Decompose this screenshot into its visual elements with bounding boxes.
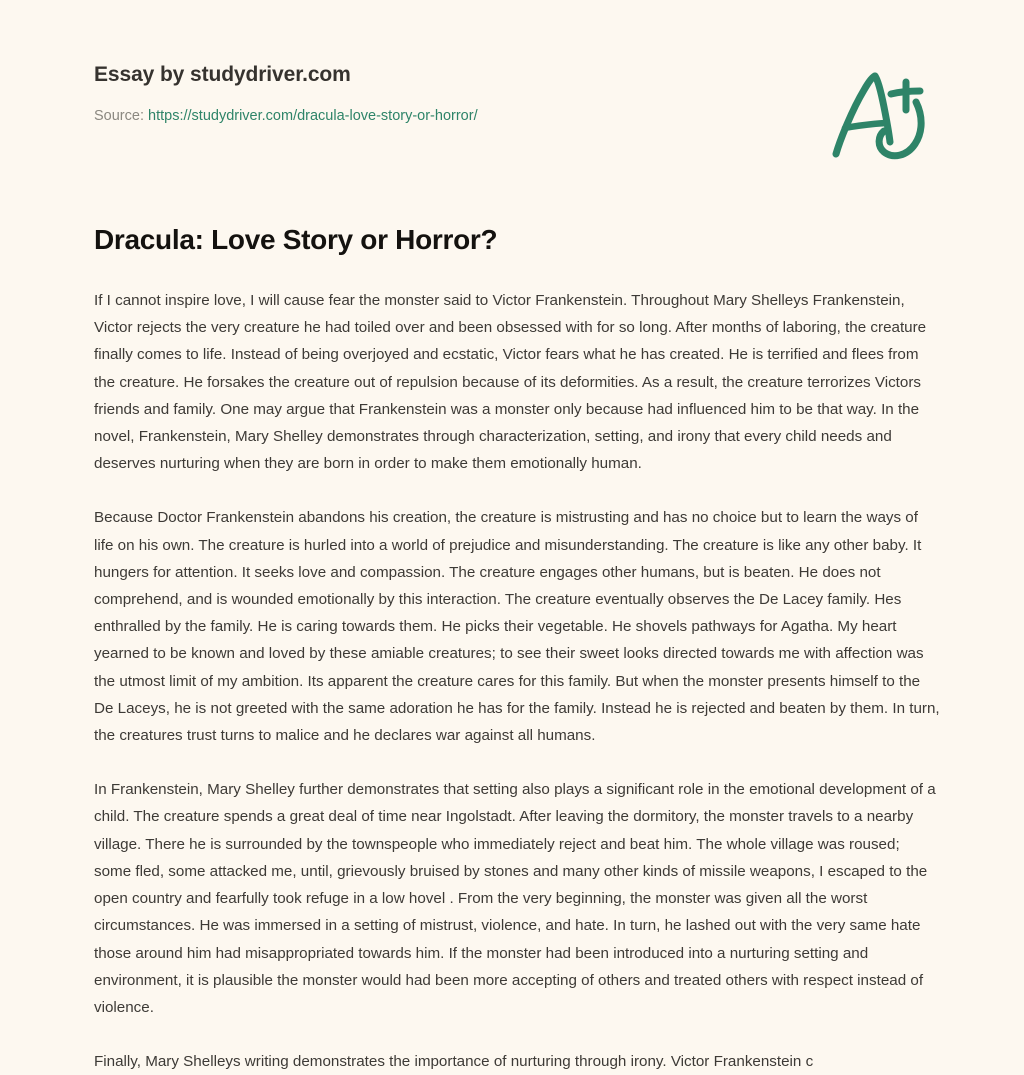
paragraph: Because Doctor Frankenstein abandons his creation, the creature is mistrusting and has no choice but to learn the ways of life on his own. The creature is hurled into a world of prejudice and misunderstanding. The creature is like any other baby. It hungers for attention. It seeks love and compassion. The creature engages other humans, but is beaten. He does not comprehend, and is wounded emotionally by this interaction. The creature eventually observes the De Lacey family. Hes enthralled by the family. He is caring towards them. He picks their vegetable. He shovels pathways for Agatha. My heart yearned to be known and loved by these amiable creatures; to see their sweet looks directed towards me with affection was the utmost limit of my ambition. Its apparent the creature cares for this family. But when the monster presents himself to the De Laceys, he is not greeted with the same adoration he has for the family. Instead he is rejected and beaten by them. In turn, the creatures trust turns to malice and he declares war against all humans. [94,509,940,745]
source-line [94,107,936,126]
paragraph: In Frankenstein, Mary Shelley further demonstrates that setting also plays a significant role in the emotional development of a child. The creature spends a great deal of time near Ingolstadt. After leaving the dormitory, the monster travels to a nearby village. There he is surrounded by the townspeople who immediately reject and beat him. The whole village was roused; some fled, some attacked me, until, grievously bruised by stones and many other kinds of missile weapons, I escaped to the open country and fearfully took refuge in a low hovel . From the very beginning, the monster was given all the worst circumstances. He was immersed in a setting of mistrust, violence, and hate. In turn, he lashed out with the very same hate those around him had misappropriated towards him. If the monster had been introduced into a nurturing setting and environment, it is plausible the monster would had been more accepting of others and treated others with respect instead of violence. [94,781,936,1016]
source-label: Source: [94,108,144,125]
article-body [94,287,940,1075]
page-header [94,0,936,126]
paragraph: Finally, Mary Shelleys writing demonstrates the importance of nurturing through irony. Victor Frankenstein c [94,1053,814,1071]
essay-byline: Essay by studydriver.com [94,63,351,86]
a-plus-logo-icon [822,58,942,170]
a-plus-logo [822,58,942,170]
page-title: Dracula: Love Story or Horror? [94,224,498,256]
paragraph: If I cannot inspire love, I will cause fear the monster said to Victor Frankenstein. Throughout Mary Shelleys Frankenstein, Victor rejects the very creature he had toiled over and been obsessed with for so long. After months of laboring, the creature finally comes to life. Instead of being overjoyed and ecstatic, Victor fears what he has created. He is terrified and flees from the creature. He forsakes the creature out of repulsion because of its deformities. As a result, the creature terrorizes Victors friends and family. One may argue that Frankenstein was a monster only because had influenced him to be that way. In the novel, Frankenstein, Mary Shelley demonstrates through characterization, setting, and irony that every child needs and deserves nurturing when they are born in order to make them emotionally human. [94,292,927,473]
source-url-link[interactable]: https://studydriver.com/dracula-love-story-or-horror/ [148,108,478,125]
